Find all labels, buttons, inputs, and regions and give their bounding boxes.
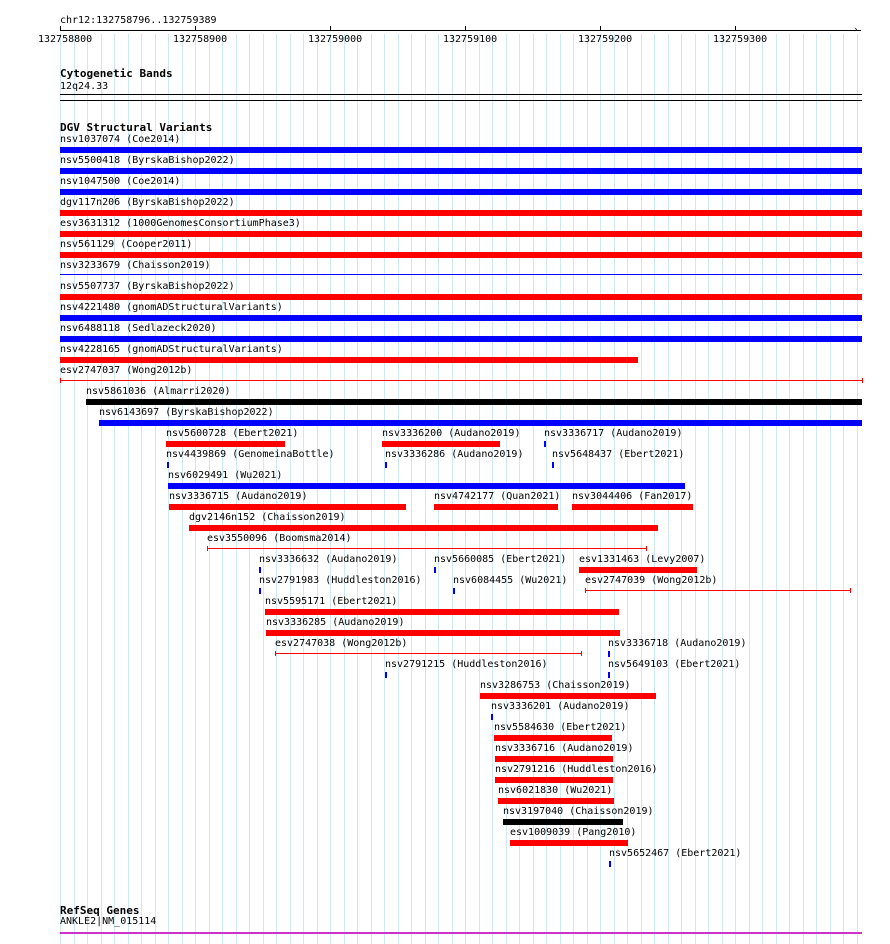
- dgv-feature-bar[interactable]: [60, 231, 862, 237]
- dgv-feature-bar[interactable]: [585, 590, 850, 591]
- dgv-feature-endcap: [646, 546, 647, 551]
- dgv-feature-label[interactable]: nsv3336632 (Audano2019): [259, 554, 398, 565]
- dgv-feature-bar[interactable]: [498, 798, 614, 804]
- dgv-feature-label[interactable]: nsv561129 (Cooper2011): [60, 239, 193, 250]
- ruler-tick: [330, 26, 331, 31]
- dgv-feature-label[interactable]: nsv3336200 (Audano2019): [382, 428, 521, 439]
- dgv-feature-bar[interactable]: [60, 147, 862, 153]
- ruler-tick-label: 132759300: [713, 34, 768, 45]
- dgv-feature-label[interactable]: nsv3286753 (Chaisson2019): [480, 680, 631, 691]
- dgv-feature-bar[interactable]: [510, 840, 628, 846]
- dgv-feature-bar[interactable]: [495, 777, 613, 783]
- dgv-feature-label[interactable]: nsv5861036 (Almarri2020): [86, 386, 231, 397]
- dgv-feature-bar[interactable]: [60, 294, 862, 300]
- dgv-feature-bar[interactable]: [608, 651, 610, 657]
- dgv-feature-label[interactable]: nsv3336717 (Audano2019): [544, 428, 683, 439]
- dgv-track-title[interactable]: DGV Structural Variants: [60, 121, 213, 134]
- dgv-feature-bar[interactable]: [60, 189, 862, 195]
- dgv-feature-endcap: [850, 588, 851, 593]
- gene-label[interactable]: ANKLE2|NM_015114: [60, 916, 157, 927]
- dgv-feature-bar[interactable]: [495, 756, 613, 762]
- dgv-feature-label[interactable]: nsv1047500 (Coe2014): [60, 176, 181, 187]
- dgv-feature-label[interactable]: nsv5648437 (Ebert2021): [552, 449, 685, 460]
- ruler-tick-label: 132759000: [308, 34, 363, 45]
- dgv-feature-bar[interactable]: [169, 504, 406, 510]
- dgv-feature-bar[interactable]: [167, 462, 169, 468]
- dgv-feature-bar[interactable]: [382, 441, 500, 447]
- dgv-feature-label[interactable]: nsv3336285 (Audano2019): [266, 617, 405, 628]
- dgv-feature-bar[interactable]: [494, 735, 612, 741]
- ruler-tick: [195, 26, 196, 31]
- dgv-feature-endcap: [585, 588, 586, 593]
- gene-feature[interactable]: [60, 932, 862, 934]
- dgv-feature-label[interactable]: nsv6488118 (Sedlazeck2020): [60, 323, 217, 334]
- dgv-feature-label[interactable]: esv2747039 (Wong2012b): [585, 575, 718, 586]
- dgv-feature-label[interactable]: dgv2146n152 (Chaisson2019): [189, 512, 346, 523]
- ruler-end-arrow: ›: [853, 25, 859, 35]
- dgv-feature-label[interactable]: nsv3336715 (Audano2019): [169, 491, 308, 502]
- dgv-feature-bar[interactable]: [259, 588, 261, 594]
- cytoband-label[interactable]: 12q24.33: [60, 81, 109, 92]
- dgv-feature-label[interactable]: nsv2791215 (Huddleston2016): [385, 659, 548, 670]
- dgv-feature-bar[interactable]: [385, 672, 387, 678]
- dgv-feature-bar[interactable]: [453, 588, 455, 594]
- dgv-feature-label[interactable]: esv1331463 (Levy2007): [579, 554, 706, 565]
- dgv-feature-endcap: [275, 651, 276, 656]
- dgv-feature-label[interactable]: nsv5660085 (Ebert2021): [434, 554, 567, 565]
- dgv-feature-bar[interactable]: [166, 441, 285, 447]
- dgv-feature-label[interactable]: nsv1037074 (Coe2014): [60, 134, 181, 145]
- cytoband-track-title[interactable]: Cytogenetic Bands: [60, 67, 173, 80]
- dgv-feature-endcap: [862, 378, 863, 383]
- dgv-feature-endcap: [207, 546, 208, 551]
- dgv-feature-bar[interactable]: [609, 861, 611, 867]
- dgv-feature-bar[interactable]: [60, 380, 862, 381]
- dgv-feature-bar[interactable]: [385, 462, 387, 468]
- refseq-track-title[interactable]: RefSeq Genes: [60, 904, 140, 917]
- dgv-feature-label[interactable]: nsv2791216 (Huddleston2016): [495, 764, 658, 775]
- dgv-feature-label[interactable]: esv2747038 (Wong2012b): [275, 638, 408, 649]
- dgv-feature-bar[interactable]: [60, 274, 862, 275]
- dgv-feature-label[interactable]: nsv3233679 (Chaisson2019): [60, 260, 211, 271]
- dgv-feature-label[interactable]: nsv3336286 (Audano2019): [385, 449, 524, 460]
- ruler-tick-label: 132758800: [38, 34, 93, 45]
- dgv-feature-bar[interactable]: [275, 653, 581, 654]
- ruler-tick: [735, 26, 736, 31]
- ruler-tick: [600, 26, 601, 31]
- dgv-feature-bar[interactable]: [579, 567, 697, 573]
- dgv-feature-bar[interactable]: [86, 399, 862, 405]
- ruler-tick: [60, 26, 61, 31]
- dgv-feature-label[interactable]: nsv3336201 (Audano2019): [491, 701, 630, 712]
- dgv-feature-label[interactable]: nsv6029491 (Wu2021): [168, 470, 283, 481]
- dgv-feature-bar[interactable]: [491, 714, 493, 720]
- dgv-feature-bar[interactable]: [552, 462, 554, 468]
- dgv-feature-label[interactable]: esv2747037 (Wong2012b): [60, 365, 193, 376]
- dgv-feature-endcap: [60, 378, 61, 383]
- dgv-feature-label[interactable]: esv3631312 (1000GenomesConsortiumPhase3): [60, 218, 301, 229]
- dgv-feature-label[interactable]: nsv3336718 (Audano2019): [608, 638, 747, 649]
- dgv-feature-label[interactable]: nsv4228165 (gnomADStructuralVariants): [60, 344, 283, 355]
- dgv-feature-bar[interactable]: [266, 630, 620, 636]
- dgv-feature-label[interactable]: nsv4439869 (GenomeinaBottle): [166, 449, 335, 460]
- dgv-feature-label[interactable]: nsv6021830 (Wu2021): [498, 785, 613, 796]
- dgv-feature-bar[interactable]: [207, 548, 646, 549]
- dgv-feature-label[interactable]: nsv3044406 (Fan2017): [572, 491, 693, 502]
- dgv-feature-label[interactable]: nsv2791983 (Huddleston2016): [259, 575, 422, 586]
- dgv-feature-bar[interactable]: [572, 504, 693, 510]
- dgv-feature-label[interactable]: nsv4742177 (Quan2021): [434, 491, 561, 502]
- cytoband-line[interactable]: [60, 94, 862, 95]
- track-separator: [60, 100, 862, 101]
- dgv-feature-label[interactable]: dgv117n206 (ByrskaBishop2022): [60, 197, 235, 208]
- dgv-feature-label[interactable]: nsv5595171 (Ebert2021): [265, 596, 398, 607]
- ruler-axis: [60, 30, 861, 31]
- dgv-feature-label[interactable]: nsv5584630 (Ebert2021): [494, 722, 627, 733]
- ruler-tick: [465, 26, 466, 31]
- ruler-tick-label: 132759100: [443, 34, 498, 45]
- dgv-feature-label[interactable]: esv3550096 (Boomsma2014): [207, 533, 352, 544]
- dgv-feature-label[interactable]: nsv5507737 (ByrskaBishop2022): [60, 281, 235, 292]
- dgv-feature-bar[interactable]: [480, 693, 656, 699]
- dgv-feature-bar[interactable]: [60, 210, 862, 216]
- dgv-feature-label[interactable]: nsv5600728 (Ebert2021): [166, 428, 299, 439]
- dgv-feature-label[interactable]: nsv3336716 (Audano2019): [495, 743, 634, 754]
- dgv-feature-label[interactable]: nsv5652467 (Ebert2021): [609, 848, 742, 859]
- dgv-feature-label[interactable]: nsv4221480 (gnomADStructuralVariants): [60, 302, 283, 313]
- dgv-feature-bar[interactable]: [608, 672, 610, 678]
- dgv-feature-endcap: [581, 651, 582, 656]
- dgv-feature-bar[interactable]: [544, 441, 546, 447]
- dgv-feature-label[interactable]: nsv5500418 (ByrskaBishop2022): [60, 155, 235, 166]
- ruler-tick-label: 132759200: [578, 34, 633, 45]
- dgv-feature-bar[interactable]: [434, 504, 558, 510]
- dgv-feature-bar[interactable]: [60, 168, 862, 174]
- dgv-feature-label[interactable]: nsv6084455 (Wu2021): [453, 575, 568, 586]
- dgv-feature-bar[interactable]: [60, 336, 862, 342]
- dgv-feature-label[interactable]: esv1009039 (Pang2010): [510, 827, 637, 838]
- dgv-feature-bar[interactable]: [168, 483, 685, 489]
- dgv-feature-bar[interactable]: [434, 567, 436, 573]
- region-label: chr12:132758796..132759389: [60, 15, 217, 26]
- dgv-feature-label[interactable]: nsv5649103 (Ebert2021): [608, 659, 741, 670]
- dgv-feature-bar[interactable]: [99, 420, 862, 426]
- dgv-feature-bar[interactable]: [189, 525, 658, 531]
- dgv-feature-label[interactable]: nsv6143697 (ByrskaBishop2022): [99, 407, 274, 418]
- dgv-feature-bar[interactable]: [503, 819, 623, 825]
- dgv-feature-bar[interactable]: [60, 315, 862, 321]
- dgv-feature-bar[interactable]: [60, 357, 638, 363]
- ruler-tick-label: 132758900: [173, 34, 228, 45]
- dgv-feature-label[interactable]: nsv3197040 (Chaisson2019): [503, 806, 654, 817]
- dgv-feature-bar[interactable]: [265, 609, 619, 615]
- dgv-feature-bar[interactable]: [60, 252, 862, 258]
- dgv-feature-bar[interactable]: [259, 567, 261, 573]
